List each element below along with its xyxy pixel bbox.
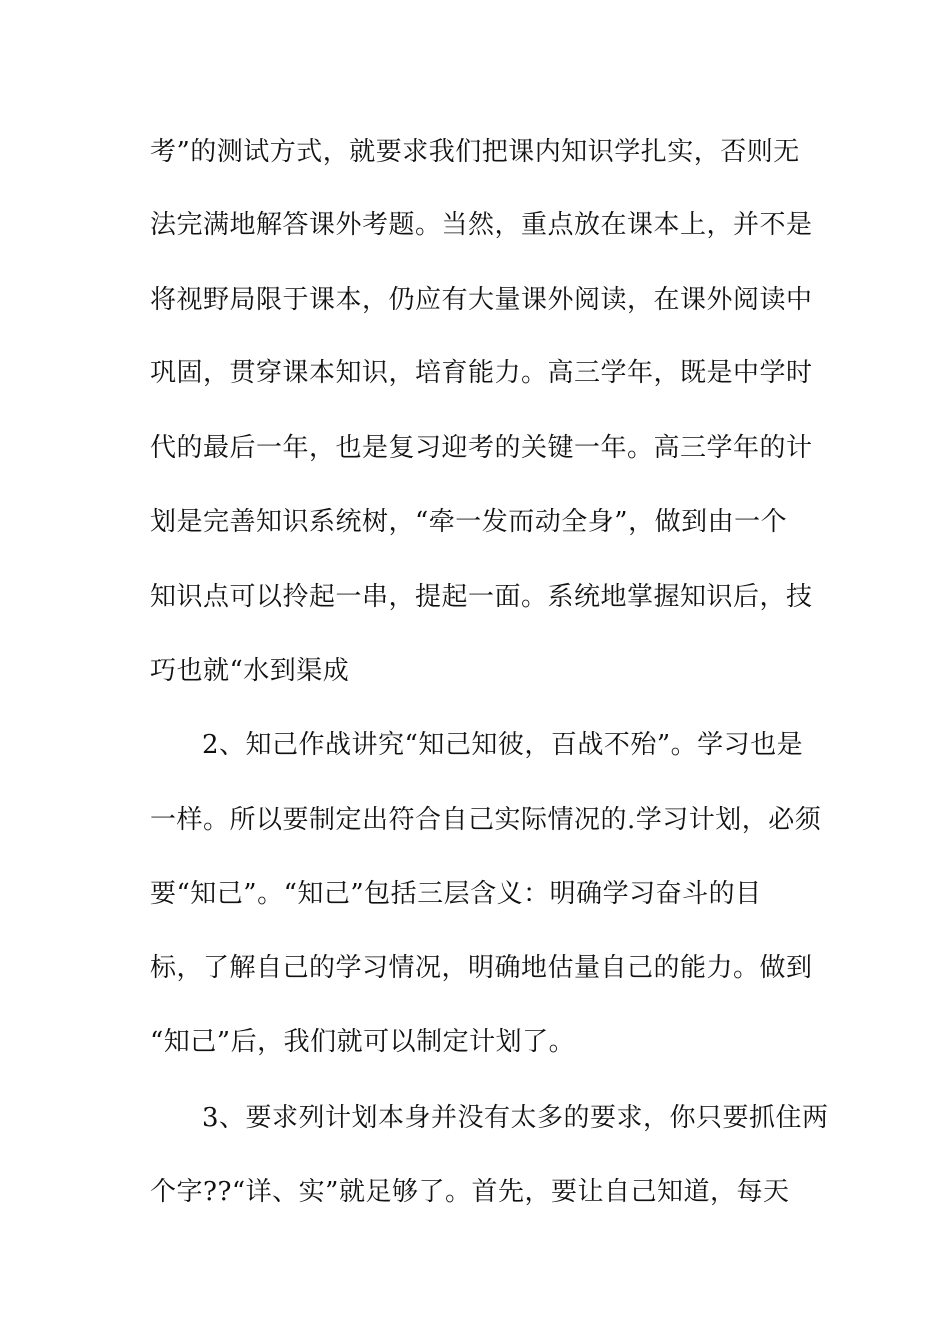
paragraph-line: 巧也就“水到渠成	[150, 656, 350, 686]
paragraph-line: 2、知己作战讲究“知己知彼，百战不殆”。学习也是	[202, 730, 804, 760]
paragraph-line: 划是完善知识系统树，“牵一发而动全身”，做到由一个	[150, 507, 788, 537]
paragraph-line: 法完满地解答课外考题。当然，重点放在课本上，并不是	[150, 210, 813, 240]
paragraph-line: 考”的测试方式，就要求我们把课内知识学扎实，否则无	[150, 137, 800, 167]
paragraph-line: 知识点可以拎起一串，提起一面。系统地掌握知识后，技	[150, 582, 813, 612]
paragraph-line: 3、要求列计划本身并没有太多的要求，你只要抓住两	[202, 1103, 829, 1133]
paragraph-line: 标，了解自己的学习情况，明确地估量自己的能力。做到	[150, 953, 813, 983]
paragraph-line: 要“知己”。“知己”包括三层含义：明确学习奋斗的目	[150, 879, 762, 909]
paragraph-line: 巩固，贯穿课本知识，培育能力。高三学年，既是中学时	[150, 358, 813, 388]
paragraph-line: “知己”后，我们就可以制定计划了。	[150, 1027, 576, 1057]
paragraph-line: 将视野局限于课本，仍应有大量课外阅读，在课外阅读中	[150, 285, 813, 315]
paragraph-line: 一样。所以要制定出符合自己实际情况的.学习计划，必须	[150, 805, 822, 835]
paragraph-line: 代的最后一年，也是复习迎考的关键一年。高三学年的计	[150, 433, 813, 463]
paragraph-line: 个字??“详、实”就足够了。首先，要让自己知道，每天	[150, 1177, 790, 1207]
